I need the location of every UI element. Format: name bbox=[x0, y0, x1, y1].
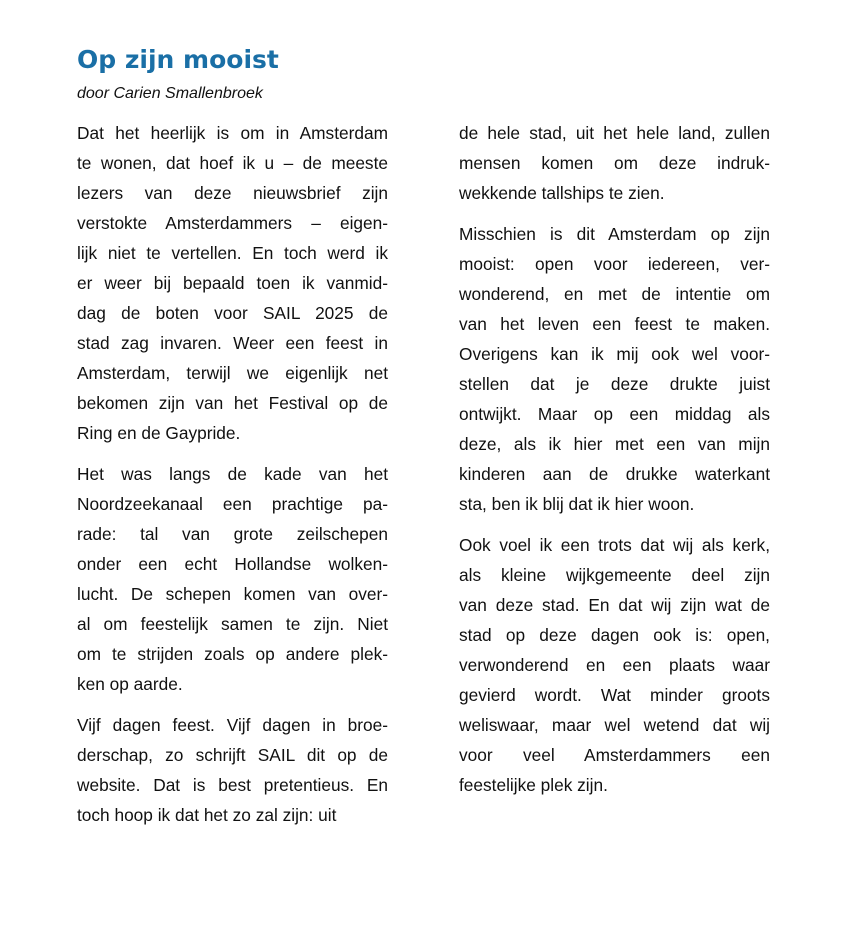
text-line: verwonderend en een plaats waar bbox=[459, 655, 770, 675]
text-line: ontwijkt. Maar op een middag als bbox=[459, 404, 770, 424]
text-line: stad op deze dagen ook is: open, bbox=[459, 625, 770, 645]
text-line: dag de boten voor SAIL 2025 de bbox=[77, 303, 388, 323]
text-line: voor veel Amsterdammers een bbox=[459, 745, 770, 765]
paragraph bbox=[77, 118, 388, 448]
text-line: gevierd wordt. Wat minder groots bbox=[459, 685, 770, 705]
text-line: rade: tal van grote zeilschepen bbox=[77, 524, 388, 544]
paragraph-gap bbox=[77, 448, 388, 459]
text-line: Noordzeekanaal een prachtige pa- bbox=[77, 494, 388, 514]
paragraph-gap bbox=[459, 208, 770, 219]
text-line: Misschien is dit Amsterdam op zijn bbox=[459, 224, 770, 244]
article-title: Op zijn mooist bbox=[77, 45, 279, 74]
text-line: lijk niet te vertellen. En toch werd ik bbox=[77, 243, 388, 263]
paragraph bbox=[459, 118, 770, 208]
text-line: weliswaar, maar wel wetend dat wij bbox=[459, 715, 770, 735]
text-line: mooist: open voor iedereen, ver- bbox=[459, 254, 770, 274]
text-line: ken op aarde. bbox=[77, 674, 183, 694]
text-line: om te strijden zoals op andere plek- bbox=[77, 644, 388, 664]
text-line: website. Dat is best pretentieus. En bbox=[77, 775, 388, 795]
paragraph-gap bbox=[459, 519, 770, 530]
text-line: onder een echt Hollandse wolken- bbox=[77, 554, 388, 574]
text-line: van het leven een feest te maken. bbox=[459, 314, 770, 334]
paragraph bbox=[459, 219, 770, 519]
text-line: Amsterdam, terwijl we eigenlijk net bbox=[77, 363, 388, 383]
text-line: er weer bij bepaald toen ik vanmid- bbox=[77, 273, 388, 293]
text-column-right bbox=[459, 118, 770, 800]
text-line: Ring en de Gaypride. bbox=[77, 423, 241, 443]
paragraph bbox=[77, 459, 388, 699]
text-line: Het was langs de kade van het bbox=[77, 464, 388, 484]
text-line: toch hoop ik dat het zo zal zijn: uit bbox=[77, 805, 337, 825]
text-line: van deze stad. En dat wij zijn wat de bbox=[459, 595, 770, 615]
paragraph-gap bbox=[77, 699, 388, 710]
text-line: stellen dat je deze drukte juist bbox=[459, 374, 770, 394]
text-line: wonderend, en met de intentie om bbox=[459, 284, 770, 304]
text-line: Ook voel ik een trots dat wij als kerk, bbox=[459, 535, 770, 555]
text-line: derschap, zo schrijft SAIL dit op de bbox=[77, 745, 388, 765]
text-line: te wonen, dat hoef ik u – de meeste bbox=[77, 153, 388, 173]
text-line: Overigens kan ik mij ook wel voor- bbox=[459, 344, 770, 364]
text-line: Vijf dagen feest. Vijf dagen in broe- bbox=[77, 715, 388, 735]
article-byline: door Carien Smallenbroek bbox=[77, 85, 263, 102]
text-line: kinderen aan de drukke waterkant bbox=[459, 464, 770, 484]
text-line: lezers van deze nieuwsbrief zijn bbox=[77, 183, 388, 203]
text-line: sta, ben ik blij dat ik hier woon. bbox=[459, 494, 695, 514]
text-line: als kleine wijkgemeente deel zijn bbox=[459, 565, 770, 585]
paragraph bbox=[77, 710, 388, 830]
text-line: verstokte Amsterdammers – eigen- bbox=[77, 213, 388, 233]
text-line: al om feestelijk samen te zijn. Niet bbox=[77, 614, 388, 634]
text-line: Dat het heerlijk is om in Amsterdam bbox=[77, 123, 388, 143]
text-line: feestelijke plek zijn. bbox=[459, 775, 608, 795]
paragraph bbox=[459, 530, 770, 800]
text-line: de hele stad, uit het hele land, zullen bbox=[459, 123, 770, 143]
text-line: stad zag invaren. Weer een feest in bbox=[77, 333, 388, 353]
text-line: wekkende tallships te zien. bbox=[459, 183, 665, 203]
text-line: deze, als ik hier met een van mijn bbox=[459, 434, 770, 454]
text-line: bekomen zijn van het Festival op de bbox=[77, 393, 388, 413]
text-column-left bbox=[77, 118, 388, 830]
text-line: mensen komen om deze indruk- bbox=[459, 153, 770, 173]
text-line: lucht. De schepen komen van over- bbox=[77, 584, 388, 604]
